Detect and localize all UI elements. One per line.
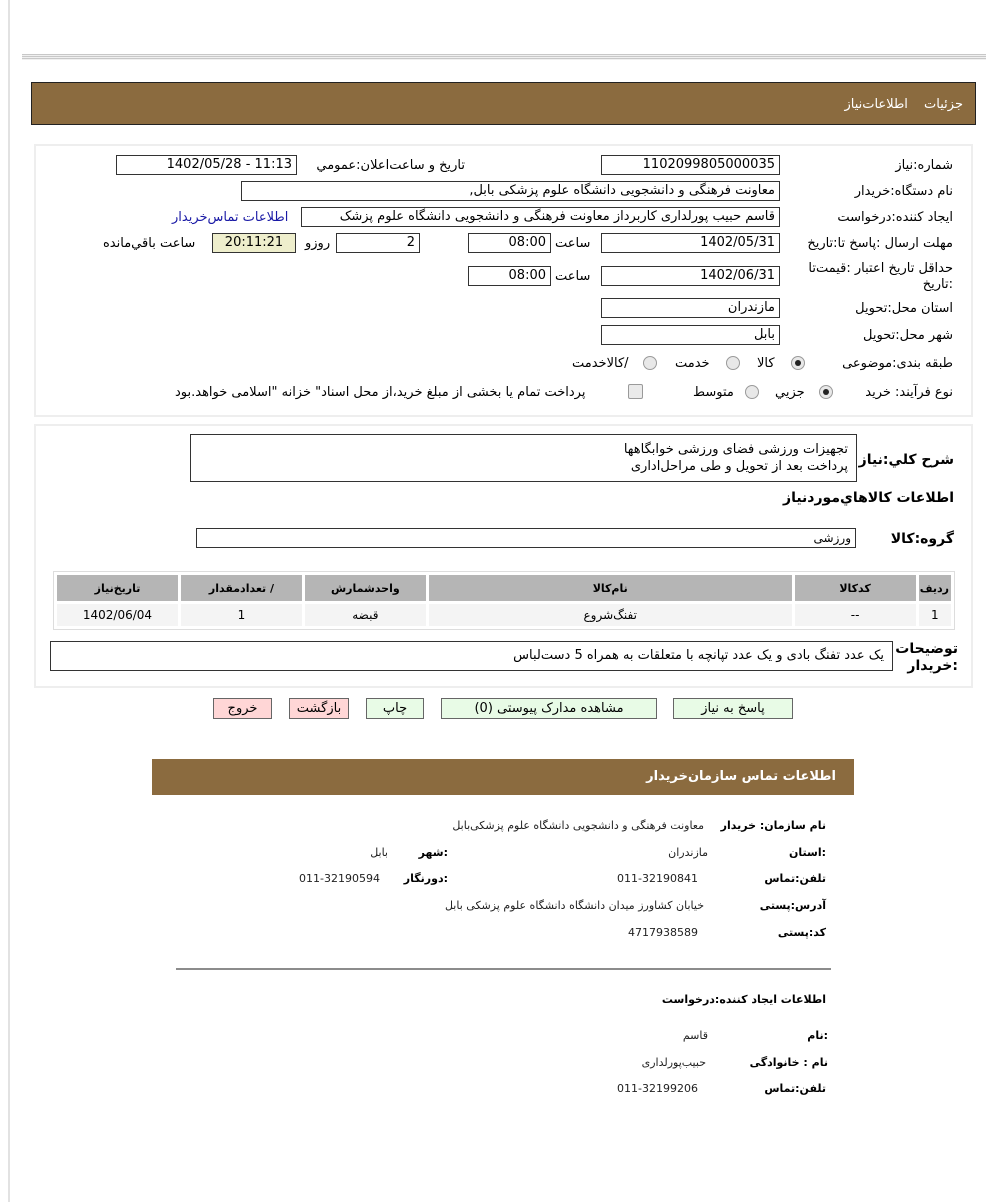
- buyer-contact-link[interactable]: اطلاعات تماس‌خريدار: [172, 210, 289, 225]
- creator-family-label: نام : خانوادگی: [749, 1056, 828, 1069]
- page-header-bar: [31, 82, 976, 125]
- category-option-service: خدمت: [675, 356, 710, 371]
- price-validity-label: [808, 261, 953, 293]
- col-need-date: تاريخ‌نياز: [57, 575, 178, 601]
- contact-city-value: بابل: [370, 846, 388, 859]
- buyer-notes-label: [895, 641, 958, 675]
- contact-city-label: :شهر: [418, 846, 448, 859]
- category-radio-goods-service[interactable]: [643, 356, 657, 370]
- category-option-goods-service: /کالاخدمت: [572, 356, 629, 371]
- general-description-field[interactable]: [190, 434, 857, 482]
- col-code: کدکالا: [795, 575, 916, 601]
- view-attachments-button[interactable]: مشاهده مدارک پیوستی (0): [441, 698, 657, 719]
- contact-phone-value: 011-32190841: [617, 872, 698, 885]
- creator-phone-label: تلفن:تماس: [764, 1082, 826, 1095]
- need-number-label: شماره:نیاز: [895, 158, 953, 173]
- goods-group-label: گروه:کالا: [890, 531, 954, 547]
- exit-button[interactable]: خروج: [213, 698, 272, 719]
- buyer-notes-field[interactable]: یک عدد تفنگ بادی و یک عدد تپانچه با متعلقات به همراه 5 دست‌لباس: [50, 641, 893, 671]
- reply-deadline-label: مهلت ارسال :پاسخ تا:تاريخ: [807, 236, 953, 251]
- requester-field[interactable]: قاسم حبیب پورلداری کاربرداز معاونت فرهنگی و دانشجویی دانشگاه علوم پزشک: [301, 207, 780, 227]
- cell-row: 1: [919, 604, 951, 626]
- contact-province-label: :استان: [789, 846, 826, 859]
- cell-quantity: 1: [181, 604, 302, 626]
- remaining-time-field: 20:11:21: [212, 233, 296, 253]
- tab-details[interactable]: جزئیات: [924, 97, 963, 112]
- buyer-contact-header: اطلاعات تماس سازمان‌خریدار: [152, 759, 854, 795]
- contact-org-label: نام سازمان: خریدار: [720, 819, 826, 832]
- top-divider: [22, 54, 986, 60]
- items-table-header: [57, 575, 951, 601]
- process-option-medium: متوسط: [693, 385, 734, 400]
- price-validity-date[interactable]: 1402/06/31: [601, 266, 780, 286]
- requester-label: ايجاد كننده:درخواست: [837, 210, 953, 225]
- col-row: رديف: [919, 575, 951, 601]
- col-unit: واحدشمارش: [305, 575, 426, 601]
- announce-datetime-label: تاريخ و ساعت‌اعلان:عمومي: [316, 158, 465, 173]
- section-divider: [176, 968, 831, 970]
- contact-postal-value: 4717938589: [628, 926, 698, 939]
- contact-phone-label: تلفن:تماس: [764, 872, 826, 885]
- cell-unit: قبضه: [305, 604, 426, 626]
- contact-province-value: مازندران: [668, 846, 708, 859]
- process-option-minor: جزيي: [775, 385, 805, 400]
- print-button[interactable]: چاپ: [366, 698, 424, 719]
- reply-time-label: ساعت: [555, 236, 591, 251]
- reply-button[interactable]: پاسخ به نیاز: [673, 698, 793, 719]
- category-radio-service[interactable]: [726, 356, 740, 370]
- need-number-field[interactable]: 1102099805000035: [601, 155, 780, 175]
- price-validity-label-line2: :تاريخ: [922, 277, 953, 292]
- description-line-2: پرداخت بعد از تحویل و طی مراحل‌اداری: [630, 459, 848, 474]
- process-type-label: نوع فرآیند: خرید: [865, 385, 953, 400]
- remaining-time-label: ساعت باقي‌مانده: [103, 236, 196, 251]
- delivery-city-field[interactable]: بابل: [601, 325, 780, 345]
- creator-family-value: حبیب‌پورلداری: [641, 1056, 706, 1069]
- reply-deadline-time[interactable]: 08:00: [468, 233, 551, 253]
- creator-phone-value: 011-32199206: [617, 1082, 698, 1095]
- goods-info-title: اطلاعات كالاهاي‌موردنياز: [783, 490, 954, 506]
- announce-datetime-field[interactable]: 1402/05/28 - 11:13: [116, 155, 297, 175]
- buyer-notes-label-line1: توضيحات: [895, 641, 958, 657]
- remaining-days-field[interactable]: 2: [336, 233, 420, 253]
- creator-title: اطلاعات ایجاد کننده:درخواست: [661, 993, 826, 1006]
- contact-address-label: آدرس:پستی: [759, 899, 826, 912]
- category-label: طبقه بندی:موضوعی: [842, 356, 953, 371]
- goods-group-field[interactable]: ورزشی: [196, 528, 856, 548]
- price-validity-time-label: ساعت: [555, 269, 591, 284]
- left-border: [8, 0, 10, 1202]
- cell-need-date: 1402/06/04: [57, 604, 178, 626]
- category-radio-goods[interactable]: [791, 356, 805, 370]
- creator-name-label: :نام: [807, 1029, 828, 1042]
- delivery-city-label: شهر محل:تحويل: [863, 328, 953, 343]
- tab-need-info[interactable]: اطلاعات‌نیاز: [844, 97, 908, 112]
- buyer-notes-label-line2: :خريدار: [907, 658, 958, 674]
- col-name: نام‌کالا: [429, 575, 792, 601]
- process-radio-minor[interactable]: [819, 385, 833, 399]
- general-description-label: شرح كلي:نياز: [858, 452, 954, 468]
- back-button[interactable]: بازگشت: [289, 698, 349, 719]
- reply-deadline-date[interactable]: 1402/05/31: [601, 233, 780, 253]
- treasury-note: پرداخت تمام یا بخشی از مبلغ خرید،از محل اسناد" خزانه "اسلامی خواهد.بود: [175, 385, 586, 400]
- price-validity-time[interactable]: 08:00: [468, 266, 551, 286]
- creator-name-value: قاسم: [682, 1029, 708, 1042]
- category-option-goods: کالا: [757, 356, 775, 371]
- col-quantity: / تعدادمقدار: [181, 575, 302, 601]
- description-line-1: تجهیزات ورزشی فضای ورزشی خوابگاهها: [623, 442, 848, 457]
- table-row: [57, 604, 951, 626]
- treasury-checkbox[interactable]: [628, 384, 643, 399]
- contact-fax-label: :دورنگار: [403, 872, 448, 885]
- days-label: روزو: [305, 236, 331, 251]
- contact-org-value: معاونت فرهنگی و دانشجویی دانشگاه علوم پزشکی‌بابل: [452, 819, 704, 832]
- delivery-province-label: استان محل:تحويل: [855, 301, 953, 316]
- buyer-org-label: نام دستگاه:خريدار: [854, 184, 953, 199]
- buyer-org-field[interactable]: معاونت فرهنگی و دانشجویی دانشگاه علوم پزشکی بابل,: [241, 181, 780, 201]
- contact-postal-label: کد:پستی: [777, 926, 826, 939]
- cell-name: تفنگ‌شروع: [429, 604, 792, 626]
- items-table: [53, 571, 955, 630]
- contact-fax-value: 011-32190594: [299, 872, 380, 885]
- process-radio-medium[interactable]: [745, 385, 759, 399]
- price-validity-label-line1: حداقل تاريخ اعتبار :قيمت‌تا: [808, 261, 953, 276]
- cell-code: --: [795, 604, 916, 626]
- contact-address-value: خیابان کشاورز میدان دانشگاه دانشگاه علوم پزشکی بابل: [444, 899, 704, 912]
- delivery-province-field[interactable]: مازندران: [601, 298, 780, 318]
